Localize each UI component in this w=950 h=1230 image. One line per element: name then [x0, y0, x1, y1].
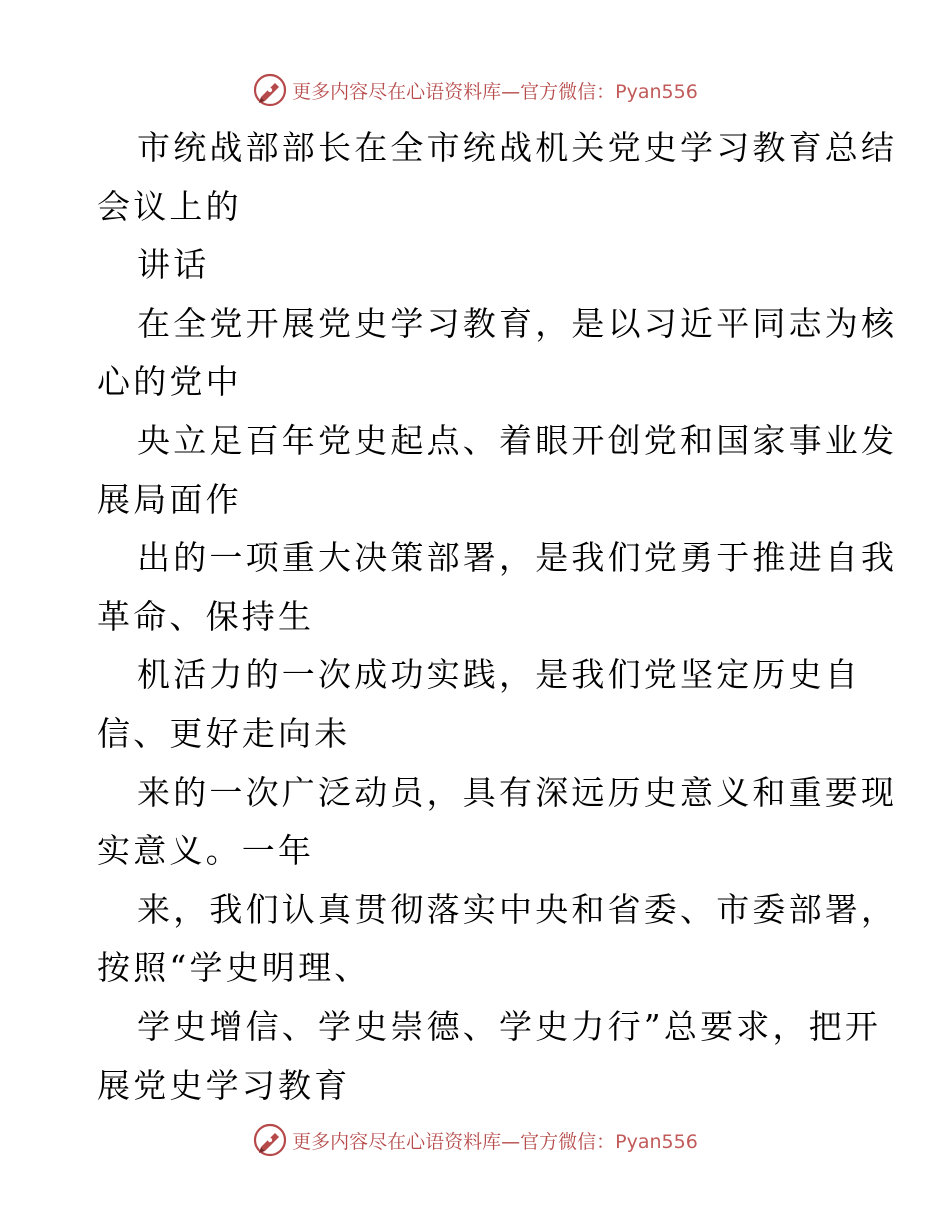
- text-line: 心的党中: [97, 362, 242, 402]
- header-watermark: [0, 70, 950, 110]
- footer-watermark: [0, 1120, 950, 1160]
- text-line: 来的一次广泛动员，具有深远历史意义和重要现: [137, 772, 898, 812]
- text-line: 央立足百年党史起点、着眼开创党和国家事业发: [137, 420, 898, 460]
- pen-logo-icon: [252, 72, 288, 108]
- text-line: 市统战部部长在全市统战机关党史学习教育总结: [137, 128, 898, 167]
- document-body: [97, 119, 897, 1115]
- text-line: 会议上的: [97, 186, 242, 226]
- text-line: 出的一项重大决策部署，是我们党勇于推进自我: [137, 538, 898, 578]
- text-line: 机活力的一次成功实践，是我们党坚定历史自: [137, 655, 861, 695]
- text-line: 来，我们认真贯彻落实中央和省委、市委部署，: [137, 889, 898, 929]
- pen-logo-icon: [252, 1122, 288, 1158]
- text-line: 在全党开展党史学习教育，是以习近平同志为核: [137, 303, 898, 343]
- watermark-text: 更多内容尽在心语资料库—官方微信：Pyan556: [292, 1130, 698, 1153]
- text-line: 学史增信、学史崇德、学史力行”总要求，把开: [137, 1006, 882, 1046]
- text-line: 讲话: [137, 245, 210, 285]
- text-line: 实意义。一年: [97, 831, 315, 871]
- text-line: 按照“学史明理、: [97, 948, 371, 988]
- text-line: 展党史学习教育: [97, 1065, 351, 1105]
- text-line: 革命、保持生: [97, 596, 315, 636]
- text-line: 信、更好走向未: [97, 713, 351, 753]
- text-line: 展局面作: [97, 479, 242, 519]
- watermark-text: 更多内容尽在心语资料库—官方微信：Pyan556: [292, 80, 698, 103]
